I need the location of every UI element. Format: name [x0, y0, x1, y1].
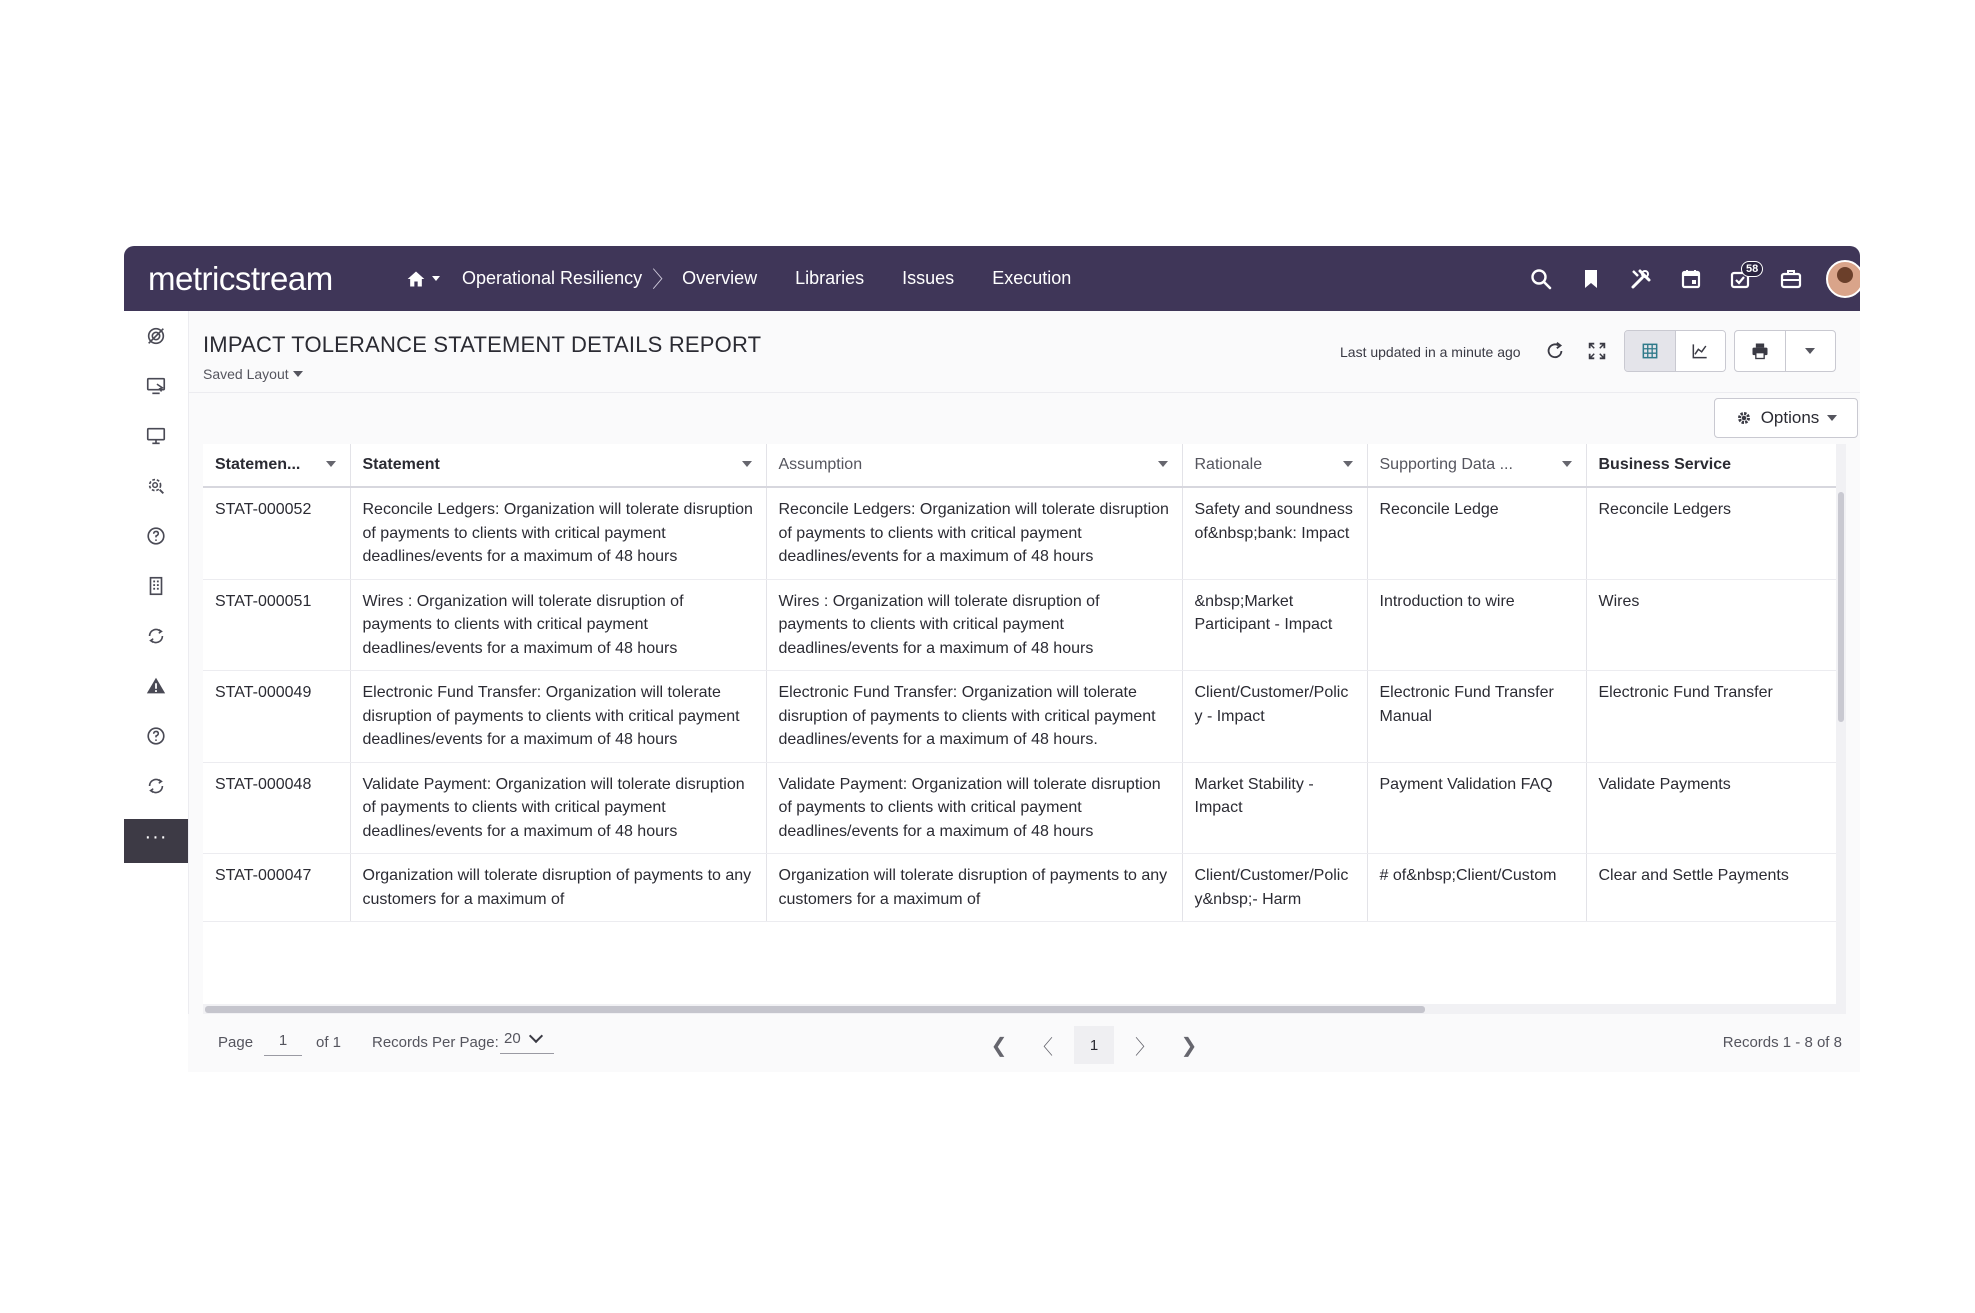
- header-divider: [188, 392, 1860, 393]
- app-window: [124, 246, 1860, 1072]
- report-grid: [203, 444, 1846, 1004]
- help-icon: [145, 525, 167, 547]
- chevron-down-icon: [432, 276, 440, 281]
- cell-statement-id[interactable]: STAT-000052: [203, 487, 350, 579]
- chevron-down-icon: [529, 1029, 543, 1043]
- chart-view-button[interactable]: [1676, 331, 1726, 371]
- metricstream-logo[interactable]: metricstream: [148, 259, 333, 297]
- cell-business-service: Reconcile Ledgers: [1586, 487, 1846, 579]
- caret-down-icon: [1805, 348, 1815, 354]
- user-avatar[interactable]: [1826, 260, 1860, 298]
- cell-assumption: Validate Payment: Organization will tolerate disruption of payments to clients with critical payment deadlines/events for a maximum of 48 hours: [766, 762, 1182, 854]
- nav-operational-resiliency[interactable]: Operational Resiliency: [462, 268, 643, 288]
- column-header-label: Statement: [362, 456, 440, 473]
- column-menu-icon[interactable]: [742, 461, 752, 467]
- top-icon-bar: [1516, 246, 1860, 311]
- cell-rationale: Client/Customer/Policy&nbsp;- Harm: [1182, 854, 1367, 922]
- column-menu-icon[interactable]: [1158, 461, 1168, 467]
- table-row[interactable]: [203, 671, 1846, 763]
- rail-item-settings[interactable]: [124, 461, 188, 511]
- monitor-pointer-icon: [145, 375, 167, 397]
- print-button[interactable]: [1735, 331, 1786, 371]
- cell-assumption: Wires : Organization will tolerate disruption of payments to clients with critical payment deadlines/events for a maximum of 48 hours: [766, 579, 1182, 671]
- cell-rationale: Safety and soundness of&nbsp;bank: Impact: [1182, 487, 1367, 579]
- cell-statement: Organization will tolerate disruption of payments to any customers for a maximum of: [350, 854, 766, 922]
- grid-view-button[interactable]: [1625, 331, 1676, 371]
- column-header-supporting-data[interactable]: [1367, 444, 1586, 487]
- help-icon: [145, 725, 167, 747]
- cell-statement-id[interactable]: STAT-000048: [203, 762, 350, 854]
- records-per-page-select[interactable]: [500, 1030, 554, 1054]
- nav-overview[interactable]: Overview: [682, 268, 758, 288]
- home-icon: [406, 269, 426, 289]
- cell-assumption: Electronic Fund Transfer: Organization will tolerate disruption of payments to clients with critical payment deadlines/events for a maximum of 48 hours.: [766, 671, 1182, 763]
- options-label: Options: [1760, 408, 1820, 427]
- table-row[interactable]: [203, 579, 1846, 671]
- home-menu-button[interactable]: [406, 269, 462, 289]
- view-toggle-group: [1624, 330, 1726, 372]
- bookmark-button[interactable]: [1566, 246, 1616, 311]
- cell-statement-id[interactable]: STAT-000047: [203, 854, 350, 922]
- briefcase-button[interactable]: [1766, 246, 1816, 311]
- previous-page-button[interactable]: 〈: [1033, 1036, 1053, 1059]
- cell-rationale: &nbsp;Market Participant - Impact: [1182, 579, 1367, 671]
- cell-statement: Wires : Organization will tolerate disruption of payments to clients with critical payment deadlines/events for a maximum of 48 hours: [350, 579, 766, 671]
- cell-statement: Validate Payment: Organization will tolerate disruption of payments to clients with critical payment deadlines/events for a maximum of 48 hours: [350, 762, 766, 854]
- column-menu-icon[interactable]: [326, 461, 336, 467]
- records-count: Records 1 - 8 of 8: [1722, 1034, 1842, 1051]
- cell-supporting-data: Payment Validation FAQ: [1367, 762, 1586, 854]
- gear-search-icon: [145, 475, 167, 497]
- briefcase-icon: [1779, 267, 1803, 291]
- column-header-statement-id[interactable]: [203, 444, 350, 487]
- tools-button[interactable]: [1616, 246, 1666, 311]
- fullscreen-icon[interactable]: [1586, 340, 1608, 362]
- cell-supporting-data: Reconcile Ledge: [1367, 487, 1586, 579]
- building-icon: [145, 575, 167, 597]
- cell-statement: Reconcile Ledgers: Organization will tolerate disruption of payments to clients with critical payment deadlines/events for a maximum of 48 hours: [350, 487, 766, 579]
- cell-assumption: Reconcile Ledgers: Organization will tolerate disruption of payments to clients with critical payment deadlines/events for a maximum of 48 hours: [766, 487, 1182, 579]
- column-header-rationale[interactable]: [1182, 444, 1367, 487]
- table-row[interactable]: [203, 854, 1846, 922]
- notification-badge: 58: [1741, 261, 1763, 277]
- monitor-icon: [145, 425, 167, 447]
- current-page-button[interactable]: 1: [1074, 1026, 1114, 1064]
- rail-more-button[interactable]: [124, 819, 188, 863]
- column-menu-icon[interactable]: [1343, 461, 1353, 467]
- page-number-input[interactable]: 1: [264, 1032, 302, 1056]
- table-row[interactable]: [203, 487, 1846, 579]
- gear-icon: [1735, 409, 1753, 427]
- cell-business-service: Wires: [1586, 579, 1846, 671]
- column-header-label: Assumption: [778, 456, 863, 473]
- column-header-statement[interactable]: [350, 444, 766, 487]
- print-button-group: [1734, 330, 1836, 372]
- rail-item-dashboard[interactable]: [124, 361, 188, 411]
- records-per-page-value: 20: [504, 1030, 521, 1047]
- calendar-icon: [1679, 267, 1703, 291]
- last-updated-text: Last updated in a minute ago: [1340, 344, 1521, 360]
- tools-icon: [1629, 267, 1653, 291]
- page-total-label: of 1: [316, 1034, 342, 1051]
- rail-item-building[interactable]: [124, 561, 188, 611]
- scrollbar-thumb[interactable]: [205, 1006, 1425, 1013]
- cell-statement: Electronic Fund Transfer: Organization will tolerate disruption of payments to clients with critical payment deadlines/events for a maximum of 48 hours: [350, 671, 766, 763]
- column-header-label: Rationale: [1194, 456, 1263, 473]
- cell-business-service: Clear and Settle Payments: [1586, 854, 1846, 922]
- last-page-button[interactable]: ❯: [1180, 1034, 1198, 1057]
- caret-down-icon: [1827, 415, 1837, 421]
- vertical-scrollbar[interactable]: [1836, 444, 1846, 1004]
- target-icon: [145, 325, 167, 347]
- more-dots-icon: ···: [144, 826, 168, 848]
- print-options-dropdown[interactable]: [1786, 331, 1836, 371]
- saved-layout-label: Saved Layout: [203, 366, 289, 382]
- table-grid-icon: [1640, 341, 1660, 361]
- cell-statement-id[interactable]: STAT-000051: [203, 579, 350, 671]
- refresh-cycle-icon: [145, 775, 167, 797]
- pagination: [986, 1026, 1202, 1064]
- cell-business-service: Validate Payments: [1586, 762, 1846, 854]
- first-page-button[interactable]: ❮: [990, 1034, 1008, 1057]
- column-header-business-service[interactable]: [1586, 444, 1846, 487]
- table-row[interactable]: [203, 762, 1846, 854]
- column-header-label: Supporting Data ...: [1379, 456, 1513, 473]
- page-label: Page: [218, 1034, 254, 1051]
- page-title: IMPACT TOLERANCE STATEMENT DETAILS REPORT: [203, 332, 762, 357]
- saved-layout-dropdown[interactable]: [203, 366, 303, 382]
- top-nav-bar: [124, 246, 1860, 311]
- rail-item-help[interactable]: [124, 511, 188, 561]
- rail-item-monitor[interactable]: [124, 411, 188, 461]
- nav-execution[interactable]: Execution: [992, 268, 1072, 288]
- cell-supporting-data: Electronic Fund Transfer Manual: [1367, 671, 1586, 763]
- options-button[interactable]: [1714, 398, 1858, 438]
- rail-item-help-2[interactable]: [124, 711, 188, 761]
- table-header-row: [203, 444, 1846, 487]
- rail-item-warning[interactable]: [124, 661, 188, 711]
- cell-supporting-data: Introduction to wire: [1367, 579, 1586, 671]
- next-page-button[interactable]: 〉: [1135, 1036, 1155, 1059]
- grid-footer: [188, 1014, 1860, 1072]
- left-rail: [124, 311, 189, 1072]
- column-header-label: Business Service: [1598, 456, 1732, 473]
- warning-icon: [145, 675, 167, 697]
- column-header-assumption[interactable]: [766, 444, 1182, 487]
- scrollbar-thumb[interactable]: [1838, 492, 1844, 722]
- horizontal-scrollbar[interactable]: [203, 1004, 1846, 1014]
- tasks-button[interactable]: [1716, 246, 1766, 311]
- bookmark-icon: [1579, 267, 1603, 291]
- calendar-button[interactable]: [1666, 246, 1716, 311]
- search-icon: [1529, 267, 1553, 291]
- rail-item-resilience[interactable]: [124, 311, 188, 361]
- column-header-label: Statemen...: [215, 456, 301, 473]
- rail-item-cycle-2[interactable]: [124, 761, 188, 811]
- report-table: [203, 444, 1846, 922]
- breadcrumb-separator: 〉: [652, 267, 675, 292]
- column-menu-icon[interactable]: [1562, 461, 1572, 467]
- refresh-icon[interactable]: [1544, 340, 1566, 362]
- nav-issues[interactable]: Issues: [902, 268, 955, 288]
- cell-rationale: Client/Customer/Policy - Impact: [1182, 671, 1367, 763]
- printer-icon: [1750, 341, 1770, 361]
- rail-item-cycle[interactable]: [124, 611, 188, 661]
- caret-down-icon: [293, 371, 303, 377]
- line-chart-icon: [1690, 341, 1710, 361]
- search-button[interactable]: [1516, 246, 1566, 311]
- cell-statement-id[interactable]: STAT-000049: [203, 671, 350, 763]
- cell-business-service: Electronic Fund Transfer: [1586, 671, 1846, 763]
- refresh-cycle-icon: [145, 625, 167, 647]
- cell-rationale: Market Stability - Impact: [1182, 762, 1367, 854]
- cell-assumption: Organization will tolerate disruption of payments to any customers for a maximum of: [766, 854, 1182, 922]
- records-per-page-label: Records Per Page:: [372, 1034, 499, 1051]
- cell-supporting-data: # of&nbsp;Client/Custom: [1367, 854, 1586, 922]
- nav-libraries[interactable]: Libraries: [795, 268, 865, 288]
